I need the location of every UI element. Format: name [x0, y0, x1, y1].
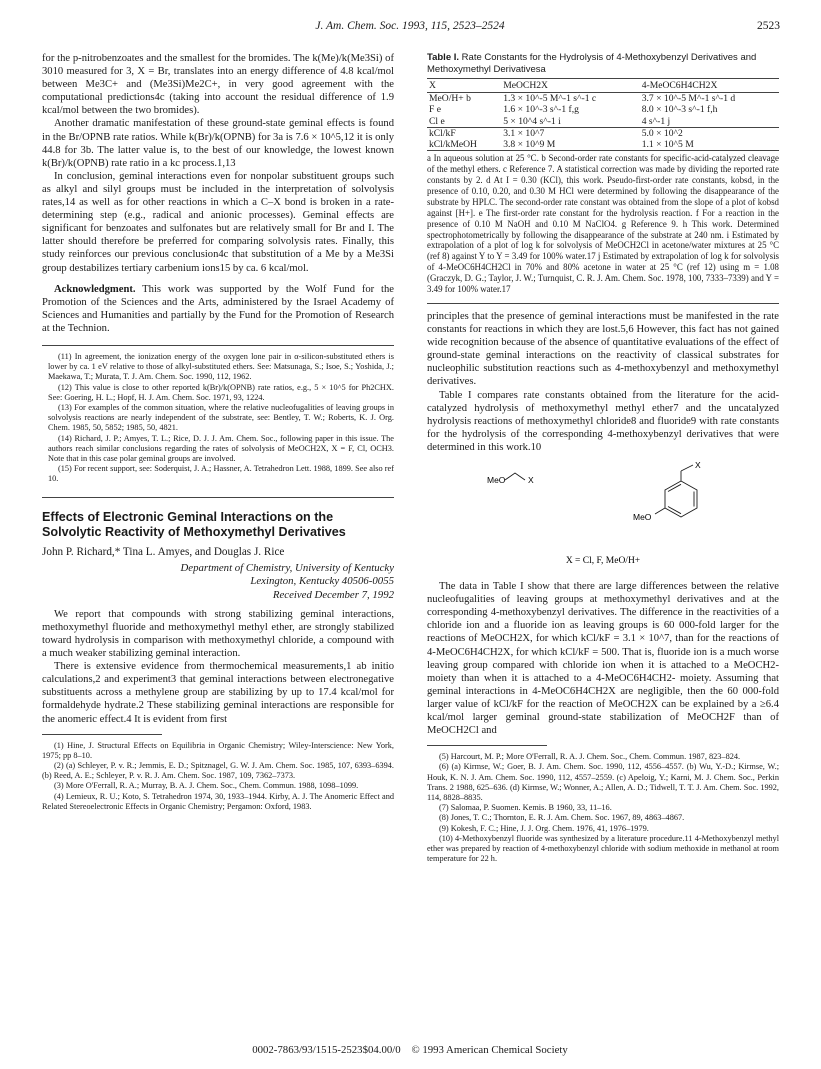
footnotes-block	[42, 352, 394, 485]
table-cell: 5 × 10^4 s^-1 i	[503, 115, 561, 127]
footnote-divider	[427, 745, 547, 746]
reference: (2) (a) Schleyer, P. v. R.; Jemmis, E. D.; Spitznagel, G. W. J. Am. Chem. Soc. 1985, 107, 6393–6394. (b) Reed, A. E.; Schleyer, P. v. R. J. Am. Chem. Soc. 1987, 109, 7362–7373.	[42, 761, 394, 781]
double-bond	[668, 484, 681, 491]
table-cell: Cl e	[429, 115, 445, 127]
references-block	[42, 741, 394, 812]
table-cell: kCl/kF	[427, 127, 501, 139]
reference: (8) Jones, T. C.; Thornton, E. R. J. Am. Chem. Soc. 1967, 89, 4863–4867.	[439, 813, 685, 823]
paragraph: Table I compares rate constants obtained from the literature for the acid-catalyzed hydrolysis of methoxymethyl methyl ether7 and the uncatalyzed hydrolysis reactions of methoxymethyl chloride8 and fluoride9 with rate constants for the hydrolysis of the corresponding 4-methoxybenzyl derivatives that were determined in this work.10	[427, 389, 779, 453]
reference: (10) 4-Methoxybenzyl fluoride was synthesized by a literature procedure.11 4-Methoxybenzyl methyl ether was prepared by reaction of 4-methoxybenzyl chloride with sodium methoxide in methanol at room temperature for 22 h.	[427, 833, 779, 864]
footnote: (15) For recent support, see: Soderquist, J. A.; Hassner, A. Tetrahedron Lett. 1988, 1899. See also ref 10.	[48, 464, 394, 484]
reference: (5) Harcourt, M. P.; More O'Ferrall, R. A. J. Chem. Soc., Chem. Commun. 1987, 823–824.	[439, 752, 741, 762]
column-header: MeOCH2X	[501, 79, 640, 93]
divider	[42, 345, 394, 346]
paragraph: The data in Table I show that there are large differences between the relative nucleofugalities of leaving groups at methoxymethyl derivatives and at the corresponding 4-methoxybenzyl derivatives. The difference in the reactivities of a chloride ion and a fluoride ion as leaving groups is 60 000-fold larger for the reactions of MeOCH2X, for which kCl/kF = 3.1 × 10^7, than for the reactions of 4-MeOC6H4CH2X, for which kCl/kF = 500. That is, fluoride ion is a much worse leaving group compared with chloride ion when it is attached to a MeOCH2- moiety than when it is attached to a 4-MeOC6H4CH2- moiety. Assuming that geminal interactions in 4-MeOC6H4CH2X are negligible, then the 60 000-fold larger value of kCl/kF for the reaction of MeOCH2X can be explained by a ≥6.4 kcal/mol larger geminal ground-state stabilization of MeOCH2F than of MeOCH2Cl and	[427, 581, 779, 737]
footnote: (14) Richard, J. P.; Amyes, T. L.; Rice, D. J. J. Am. Chem. Soc., following paper in this issue. The authors reach similar conclusions regarding the rates of solvolysis of MeOCH2X, X = F, Cl, OCH3. Note that in this case polar geminal groups are involved.	[48, 433, 394, 463]
table-cell: F e	[429, 104, 441, 116]
affiliation: Department of Chemistry, University of Kentucky	[180, 561, 394, 574]
structures-figure	[427, 460, 779, 578]
journal-citation: J. Am. Chem. Soc. 1993, 115, 2523–2524	[315, 20, 505, 32]
chemical-structures	[427, 460, 779, 578]
page-number: 2523	[757, 20, 780, 32]
methoxymethyl-chain	[505, 473, 525, 480]
x-label: X	[528, 475, 534, 486]
table-cell: MeO/H+ b	[429, 93, 471, 105]
paragraph: We report that compounds with strong stabilizing geminal interactions, methoxymethyl fluoride and methoxymethyl methyl ether, are strongly stabilized toward hydrolysis in comparison with methoxymethyl chloride, a compound with a much weaker stabilizing geminal interaction.	[42, 608, 394, 660]
received-date: Received December 7, 1992	[272, 588, 394, 601]
x-bond	[681, 465, 693, 471]
paragraph: Another dramatic manifestation of these ground-state geminal effects is found in the Br/OPNB rate ratios. While k(Br)/k(OPNB) for 3a is 7.6 × 10^5,12 it is only 44.8 for 3b. The latter value is, to the best of our knowledge, the lowest known k(Br)/k(OPNB) rate ratio in a kc process.1,13	[42, 118, 394, 169]
reference: (4) Lemieux, R. U.; Koto, S. Tetrahedron 1974, 30, 1933–1944. Kirby, A. J. The Anomeric Effect and Related Stereoelectronic Effects in Organic Chemistry; Pergamon: Oxford, 1983.	[42, 791, 394, 811]
paragraph: In conclusion, geminal interactions even for nonpolar substituent groups such as alkyl and silyl groups must be included in the interpretation of solvolysis rates,14 as well as for other reactions in which a C–X bond is broken in a rate-determining step (e.g., radical and anionic processes). Geminal effects are significant for benzoates and sulfonates but are relatively small for Br and I. The latter should therefore be preferred for comparing solvolysis rates. Finally, this study reinforces our previous conclusion4c that substitution of a Me by a Me3Si group destabilizes tertiary carbenium ions15 by ca. 6 kcal/mol.	[42, 170, 394, 274]
table-cell: 1.3 × 10^-5 M^-1 s^-1 c	[503, 93, 597, 105]
acknowledgment	[42, 283, 394, 335]
table-row	[427, 93, 779, 105]
table-header-row	[427, 79, 779, 93]
paragraph: There is extensive evidence from thermochemical measurements,1 ab initio calculations,2 and experiment3 that geminal interactions between electronegative substituents across a methylene group are stabilizing by up to 17.4 kcal/mol for formaldehyde hydrate.2 These stabilizing geminal interactions are responsible for the anomeric effect.4 It is evident from first	[42, 661, 394, 725]
footnote: (13) For examples of the common situation, where the relative nucleofugalities of leaving groups in solvolysis reactions are nearly independent of the substrate, see: Bentley, T. W.; Roberts, K. J. Org. Chem. 1985, 50, 5852; 1985, 50, 4821.	[48, 402, 394, 433]
structure-caption: X = Cl, F, MeO/H+	[565, 556, 641, 567]
left-column	[42, 52, 394, 812]
column-header: 4-MeOC6H4CH2X	[640, 79, 779, 93]
acknowledgment-label: Acknowledgment.	[54, 283, 136, 295]
table-cell: kCl/kMeOH	[427, 139, 501, 151]
article-title: Effects of Electronic Geminal Interactions on the Solvolytic Reactivity of Methoxymethyl Derivatives	[42, 509, 346, 539]
table-row	[427, 104, 779, 115]
reference: (9) Kokesh, F. C.; Hine, J. J. Org. Chem. 1976, 41, 1976–1979.	[439, 823, 649, 833]
footnote: (12) This value is close to other reported k(Br)/k(OPNB) rate ratios, e.g., 5 × 10^5 for Ph2CHX. See: Goering, H. L.; Hopf, H. J. Am. Chem. Soc. 1971, 93, 1224.	[48, 382, 394, 402]
reference: (1) Hine, J. Structural Effects on Equilibria in Organic Chemistry; Wiley-Interscience: New York, 1975; pp 8–10.	[42, 740, 394, 760]
table-cell: 3.7 × 10^-5 M^-1 s^-1 d	[641, 93, 736, 105]
double-bond	[668, 507, 681, 514]
footnote-divider	[42, 734, 162, 735]
right-column	[427, 52, 779, 864]
divider	[427, 303, 779, 304]
table-label: Table I.	[427, 52, 460, 63]
meo-label: MeO	[487, 475, 506, 486]
table-cell: 1.6 × 10^-3 s^-1 f,g	[503, 104, 579, 116]
table-cell: 8.0 × 10^-3 s^-1 f,h	[641, 104, 718, 116]
issn-code: 0002-7863/93/1515-2523$04.00/0	[252, 1044, 401, 1056]
authors: John P. Richard,* Tina L. Amyes, and Douglas J. Rice	[42, 545, 285, 558]
table-row	[427, 116, 779, 128]
table-row	[427, 127, 779, 139]
reference: (3) More O'Ferrall, R. A.; Murray, B. A. J. Chem. Soc., Chem. Commun. 1988, 1098–1099.	[54, 781, 359, 791]
page-footer	[40, 1044, 780, 1056]
running-header	[40, 20, 780, 36]
reference: (6) (a) Kirmse, W.; Goer, B. J. Am. Chem. Soc. 1990, 112, 4556–4557. (b) Wu, Y.-D.; Kirmse, W.; Houk, K. N. J. Am. Chem. Soc. 1990, 112, 4557–2559. (c) Apeloig, Y.; Karni, M. J. Chem. Soc., Perkin Trans. 2 1988, 625–636. (d) Kirmse, W.; Wonner, A.; Allen, A. D.; Tidwell, T. T. J. Am. Chem. Soc. 1992, 114, 8828–8835.	[427, 762, 779, 802]
table-cell: 3.8 × 10^9 M	[501, 139, 640, 151]
meo-label: MeO	[633, 512, 652, 523]
copyright: © 1993 American Chemical Society	[411, 1044, 568, 1056]
paragraph: principles that the presence of geminal interactions must be manifested in the rate constants for reactions in which they are lost.5,6 However, this fact has not gained wide recognition because of the absence of quantitative evaluations of the effect of ground-state geminal interactions on the reactivity of classical substrates for nucleophilic substitution reactions such as 4-methoxybenzyl and methoxymethyl derivatives.	[427, 311, 779, 388]
acknowledgment-text: This work was supported by the Wolf Fund for the Promotion of the Sciences and the Arts, administered by the Israel Academy of Sciences and Humanities and partially by the Fund for the Promotion of Research at the Technion.	[42, 283, 394, 334]
column-header: X	[427, 79, 501, 93]
table-cell: 4 s^-1 j	[641, 115, 671, 127]
rate-constants-table	[427, 78, 779, 151]
table-footnotes: a In aqueous solution at 25 °C. b Second-order rate constants for specific-acid-catalyzed cleavage of the methyl ethers. c Reference 7. A statistical correction was made by dividing the reported rate constants by 2. d At I = 0.30 (KCl), this work. Pseudo-first-order rate constants, kobsd, in the presence of 0.10, 0.20, and 0.30 M HCl were determined by following the disappearance of the substrate by HPLC. The second-order rate constant was obtained from the slope of a plot of kobsd against [H+]. e The first-order rate constant for the hydrolysis reaction. f For a reaction in the presence of 0.10 M NaOH and 0.10 M NaClO4. g Reference 9. h This work. Determined spectrophotometrically by following the disappearance of the substrate at 240 nm. i Estimated by extrapolation of a plot of log k for solvolysis of MeOCH2Cl in acetone/water mixtures at 25 °C (ref 8) against Y to Y = 3.49 for 100% water.17 j Estimated by extrapolation of log k for solvolysis of 4-MeOC6H4CH2Cl in 70% and 80% acetone in water at 25 °C (ref 12) using m = 1.08 (Graczyk, D. G.; Taylor, J. W.; Turnquist, C. R. J. Am. Chem. Soc. 1978, 100, 7333–7339) and Y = 3.49 for 100% water.17	[427, 153, 779, 295]
x-label: X	[695, 460, 701, 471]
methoxy-bond	[655, 508, 665, 514]
divider	[42, 497, 394, 498]
table-caption	[427, 52, 779, 75]
references-block	[427, 752, 779, 864]
reference: (7) Salomaa, P. Suomen. Kemis. B 1960, 33, 11–16.	[439, 803, 612, 813]
affiliation: Lexington, Kentucky 40506-0055	[250, 575, 394, 588]
table-cell: 5.0 × 10^2	[640, 127, 779, 139]
table-cell: 3.1 × 10^7	[501, 127, 640, 139]
table-cell: 1.1 × 10^5 M	[640, 139, 779, 151]
footnote: (11) In agreement, the ionization energy of the oxygen lone pair in α-silicon-substituted ethers is lower by ca. 1 eV relative to those of alkyl-substituted ethers. See: Matsunaga, S.; Isoe, S.; Yoshida, J.; Maekawa, T.; Murata, T. J. Am. Chem. Soc. 1990, 112, 1962.	[48, 351, 394, 382]
table-row	[427, 139, 779, 151]
table-caption-text: Rate Constants for the Hydrolysis of 4-Methoxybenzyl Derivatives and Methoxymethyl Derivativesa	[427, 52, 757, 75]
paragraph: for the p-nitrobenzoates and the smallest for the bromides. The k(Me)/k(Me3Si) of 3010 measured for 3, X = Br, translates into an energy difference of 4.8 kcal/mol between Me3C+ and (Me3Si)Me2C+, in very good agreement with the computational predictions4c (taking into account the residual difference of 1.9 kcal/mol between the two bromides).	[42, 53, 394, 117]
benzene-ring	[665, 481, 697, 517]
